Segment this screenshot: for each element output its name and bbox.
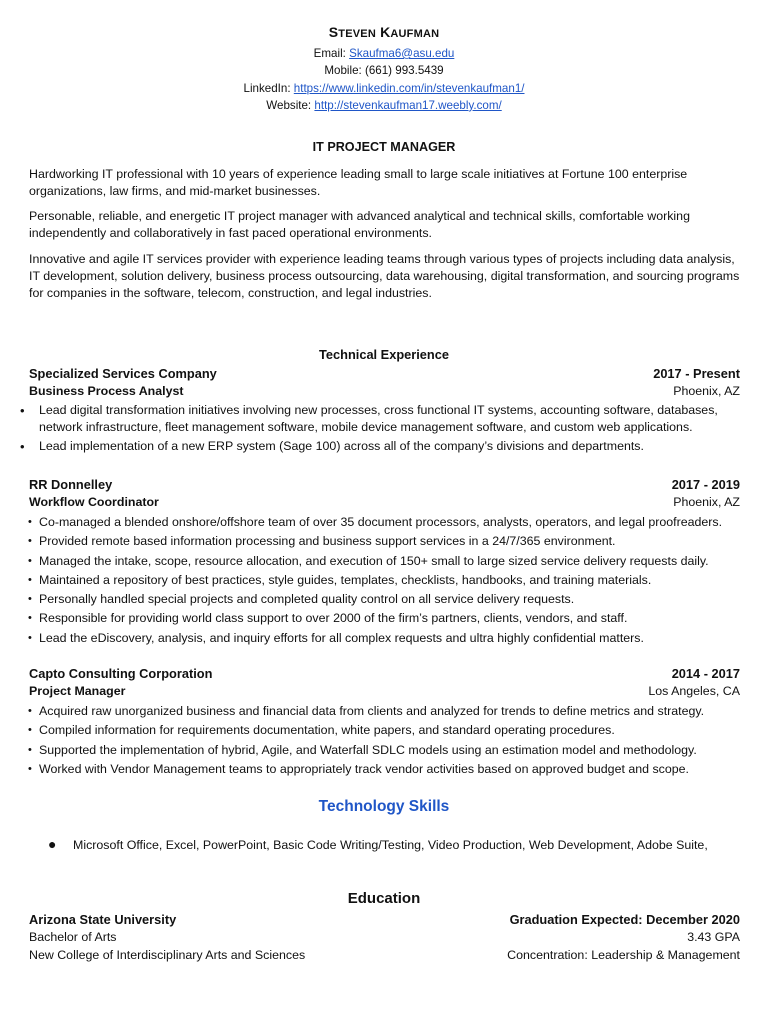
bullet-icon: • <box>28 593 32 606</box>
website-link[interactable]: http://stevenkaufman17.weebly.com/ <box>314 98 502 112</box>
bullet-icon: • <box>20 403 25 418</box>
summary-paragraph-1: Hardworking IT professional with 10 years of experience leading small to large scale initiatives at Fortune 100 enterprise organizations, law firms, and mid-market businesses. <box>29 167 688 198</box>
job-2-subheader <box>29 494 740 511</box>
bullet-icon: • <box>28 724 32 737</box>
education-heading: Education <box>347 890 421 907</box>
job-3-company: Capto Consulting Corporation <box>29 666 213 681</box>
job-2-header <box>29 476 740 493</box>
headline: IT PROJECT MANAGER <box>312 140 456 154</box>
website-line: Website: http://stevenkaufman17.weebly.com/ <box>266 98 502 112</box>
list-item: • Worked with Vendor Management teams to appropriately track vendor activities based on approved budget and scope. <box>28 761 689 776</box>
bullet-icon: ● <box>48 836 57 852</box>
concentration: Concentration: Leadership & Management <box>507 948 740 962</box>
job-2-bullets <box>28 514 745 649</box>
bullet-icon: • <box>28 705 32 717</box>
mobile-line: Mobile: (661) 993.5439 <box>324 64 444 78</box>
graduation-date: Graduation Expected: December 2020 <box>509 912 740 927</box>
job-1-header <box>29 365 740 382</box>
college: New College of Interdisciplinary Arts and Sciences <box>29 948 306 962</box>
candidate-name: STEVEN KAUFMAN <box>328 24 440 40</box>
list-item: • Compiled information for requirements documentation, white papers, and standard operating procedures. <box>28 723 615 738</box>
skills-line: ● Microsoft Office, Excel, PowerPoint, Basic Code Writing/Testing, Video Production, Web Development, Adobe Suite, <box>48 836 708 852</box>
contact-block <box>0 23 768 114</box>
job-3-header <box>29 665 740 682</box>
linkedin-line: LinkedIn: https://www.linkedin.com/in/stevenkaufman1/ <box>243 81 525 95</box>
job-3-dates: 2014 - 2017 <box>671 666 740 681</box>
summary-paragraph-2: Personable, reliable, and energetic IT project manager with advanced analytical and technical skills, comfortable working independently and collaboratively in fast paced operational environments. <box>29 209 690 240</box>
bullet-icon: • <box>28 516 32 528</box>
job-1-company: Specialized Services Company <box>29 366 217 381</box>
mobile-number: (661) 993.5439 <box>364 64 444 78</box>
list-item: • Provided remote based information processing and business support services in a 24/7/365 environment. <box>28 534 616 549</box>
job-1-subheader <box>29 383 740 400</box>
skills-heading: Technology Skills <box>318 798 450 815</box>
bullet-icon: • <box>20 439 25 454</box>
list-item: • Maintained a repository of best practices, style guides, templates, checklists, handbooks, and training materials. <box>28 572 652 587</box>
job-1-role: Business Process Analyst <box>29 384 184 398</box>
job-3-role: Project Manager <box>29 684 126 698</box>
list-item: • Supported the implementation of hybrid, Agile, and Waterfall SDLC models using an estimation model and methodology. <box>28 742 697 757</box>
list-item: • Acquired raw unorganized business and financial data from clients and analyzed for trends to define metrics and strategy. <box>28 704 705 718</box>
job-2-dates: 2017 - 2019 <box>671 477 740 492</box>
summary-paragraph-3: Innovative and agile IT services provider with experience leading teams through various types of projects including data analysis, IT development, solution delivery, business process outsourcing, data warehousing, digital transformation, and sourcing programs for companies in the software, telecom, construction, and legal industries. <box>29 252 740 300</box>
list-item: • Personally handled special projects and completed quality control on all service delivery requests. <box>28 592 575 607</box>
education-row-3 <box>29 947 740 964</box>
bullet-icon: • <box>28 612 32 625</box>
job-1-dates: 2017 - Present <box>653 366 740 381</box>
job-3-subheader <box>29 683 740 700</box>
list-item: • Lead the eDiscovery, analysis, and inquiry efforts for all complex requests and ultra highly confidential matters. <box>28 630 644 645</box>
job-2-role: Workflow Coordinator <box>29 495 159 509</box>
job-3-bullets <box>28 703 745 780</box>
list-item: • Lead digital transformation initiatives involving new processes, cross functional IT systems, accounting software, databases, network infrastructure, fleet management software, mobile device management software, and custom web applications. <box>20 403 718 434</box>
education-row-1 <box>29 911 740 928</box>
bullet-icon: • <box>28 573 32 586</box>
gpa: 3.43 GPA <box>687 930 740 944</box>
job-1-bullets <box>20 402 745 457</box>
school-name: Arizona State University <box>29 912 177 927</box>
job-2-company: RR Donnelley <box>29 477 113 492</box>
bullet-icon: • <box>28 762 32 775</box>
bullet-icon: • <box>28 631 32 644</box>
email-line: Email: Skaufma6@asu.edu <box>313 47 455 60</box>
linkedin-link[interactable]: https://www.linkedin.com/in/stevenkaufman1/ <box>293 81 525 95</box>
job-3-location: Los Angeles, CA <box>648 684 740 698</box>
list-item: • Responsible for providing world class support to over 2000 of the firm’s partners, clients, vendors, and staff. <box>28 611 628 626</box>
list-item: • Managed the intake, scope, resource allocation, and execution of 150+ small to large sized service delivery requests daily. <box>28 553 709 568</box>
bullet-icon: • <box>28 743 32 756</box>
bullet-icon: • <box>28 554 32 567</box>
job-1-location: Phoenix, AZ <box>673 384 740 398</box>
list-item: • Co-managed a blended onshore/offshore team of over 35 document processors, analysts, operators, and legal proofreaders. <box>28 515 723 529</box>
education-row-2 <box>29 929 740 946</box>
list-item: • Lead implementation of a new ERP system (Sage 100) across all of the company’s divisions and departments. <box>20 439 644 454</box>
email-link[interactable]: Skaufma6@asu.edu <box>349 47 455 60</box>
job-2-location: Phoenix, AZ <box>673 495 740 509</box>
bullet-icon: • <box>28 535 32 548</box>
degree: Bachelor of Arts <box>29 930 117 944</box>
experience-heading: Technical Experience <box>319 347 449 362</box>
